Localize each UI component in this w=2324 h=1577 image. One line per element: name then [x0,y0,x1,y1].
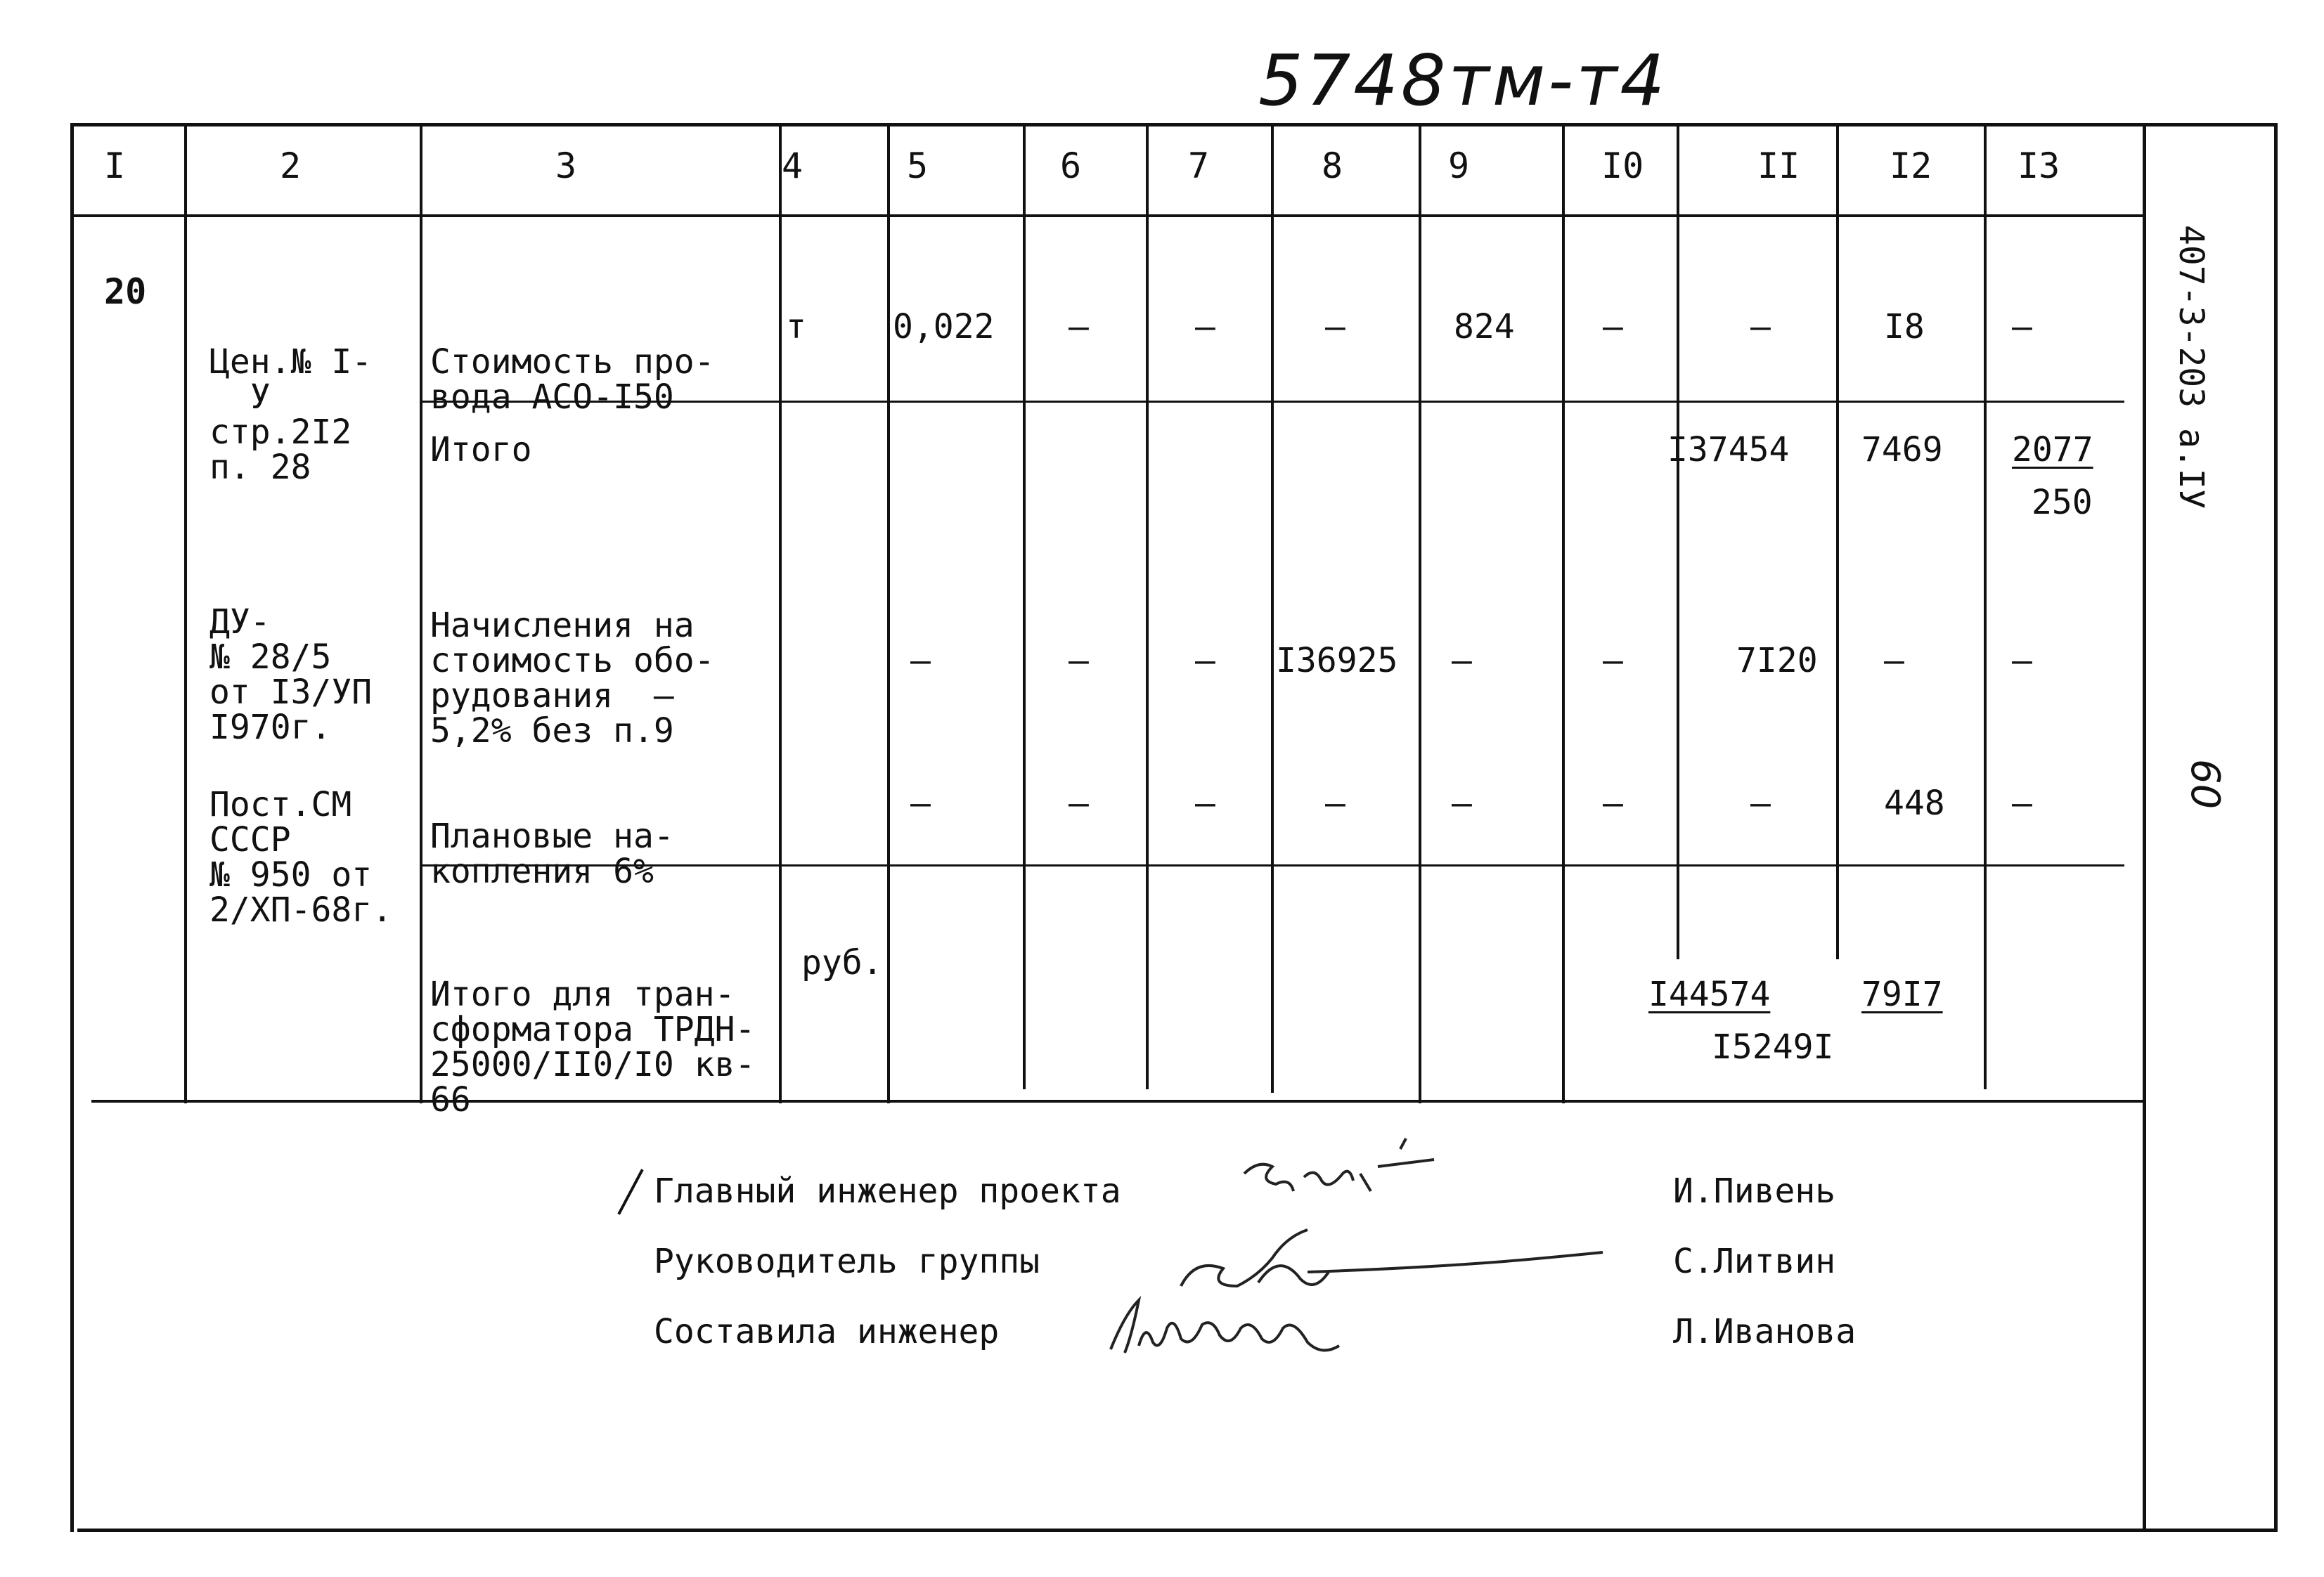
col-divider-9 [1562,123,1565,1103]
col-divider-5 [1023,123,1026,1089]
charges-description: Начисления на стоимость обо- рудования – 5,2% без п.9 [430,606,715,751]
side-code: 407-3-203 а.IУ [2171,225,2211,510]
row-rule-2 [420,864,2124,867]
header-col-3: 3 [555,145,577,186]
subtotal-c13-denominator: 250 [2032,483,2093,522]
du-reference: ДУ- № 28/5 от I3/УП I970г. [209,602,373,747]
planned-savings-description: Плановые на- копления 6% [430,817,674,891]
subtotal-c13-numerator: 2077 [2012,430,2093,469]
col-divider-10 [1677,123,1679,959]
header-col-11: II [1757,145,1800,186]
chief-engineer-name: И.Пивень [1673,1172,1836,1211]
col-divider-4 [887,123,890,1103]
col-divider-11 [1836,123,1839,959]
transformer-total-unit: руб. [801,943,883,982]
planned-c13: – [2012,784,2032,823]
charges-c8: I36925 [1276,641,1398,680]
col-divider-3 [779,123,782,1103]
planned-c10: – [1603,784,1623,823]
price-reference: Цен.№ I- У стр.2I2 п. 28 [209,342,373,487]
item-c7: – [1195,307,1215,346]
header-rule [70,214,2143,217]
col-divider-1 [184,123,187,1103]
header-col-4: 4 [782,145,803,186]
planned-c12: 448 [1884,784,1945,823]
compiler-name: Л.Иванова [1673,1312,1857,1351]
subtotal-label: Итого [430,430,532,469]
header-col-7: 7 [1188,145,1210,186]
header-col-10: I0 [1601,145,1644,186]
side-strip-border [2143,123,2146,1532]
charges-c11: 7I20 [1736,641,1818,680]
planned-c8: – [1325,784,1345,823]
transformer-total-description: Итого для тран- сформатора ТРДН- 25000/II0/I0 кв- 66 [430,975,756,1120]
charges-c6: – [1069,641,1089,680]
chief-engineer-signature [1237,1124,1469,1216]
col-divider-7 [1271,123,1274,1093]
planned-c11: – [1750,784,1771,823]
transformer-total-b: 79I7 [1861,975,1943,1014]
header-col-1: I [104,145,126,186]
table-bottom-rule [91,1100,2143,1103]
header-col-8: 8 [1322,145,1343,186]
decree-reference: Пост.СМ СССР № 950 от 2/ХП-68г. [209,785,393,930]
item-c13: – [2012,307,2032,346]
planned-c5: – [910,784,931,823]
charges-c10: – [1603,641,1623,680]
item-c11: – [1750,307,1771,346]
transformer-total-a: I44574 [1648,975,1771,1014]
item-c12: I8 [1884,307,1925,346]
item-c8: – [1325,307,1345,346]
charges-c9: – [1452,641,1472,680]
col-divider-2 [420,123,422,1103]
group-leader-name: С.Литвин [1673,1242,1836,1281]
header-col-5: 5 [907,145,929,186]
frame-top [70,123,2278,126]
compiler-role: Составила инженер [654,1312,1000,1351]
subtotal-c11: I37454 [1667,430,1790,469]
col-divider-8 [1419,123,1421,1103]
chief-engineer-role: Главный инженер проекта [654,1172,1121,1211]
transformer-grand-total: I5249I [1712,1027,1834,1067]
item-description: Стоимость про- вода АСО-I50 [430,342,715,417]
header-col-2: 2 [280,145,302,186]
document-number: 5748тм-т4 [1258,39,1668,122]
charges-c12: – [1884,641,1904,680]
planned-c7: – [1195,784,1215,823]
header-col-6: 6 [1060,145,1082,186]
header-col-12: I2 [1890,145,1932,186]
charges-c13: – [2012,641,2032,680]
side-page-number: 60 [2182,759,2228,810]
frame-right [2274,123,2278,1532]
signature-slash [617,1169,643,1214]
frame-bottom [77,1529,2278,1532]
charges-c5: – [910,641,931,680]
item-c6: – [1069,307,1089,346]
planned-c6: – [1069,784,1089,823]
item-c5: 0,022 [893,307,995,346]
item-c10: – [1603,307,1623,346]
planned-c9: – [1452,784,1472,823]
group-leader-role: Руководитель группы [654,1242,1040,1281]
col-divider-6 [1146,123,1149,1089]
row-number: 20 [104,271,147,312]
charges-c7: – [1195,641,1215,680]
item-unit: т [786,307,806,346]
item-c9: 824 [1454,307,1515,346]
header-col-9: 9 [1448,145,1470,186]
header-col-13: I3 [2018,145,2060,186]
frame-left [70,123,74,1532]
compiler-signature [1097,1286,1378,1370]
col-divider-12 [1984,123,1987,1089]
subtotal-c12: 7469 [1861,430,1943,469]
